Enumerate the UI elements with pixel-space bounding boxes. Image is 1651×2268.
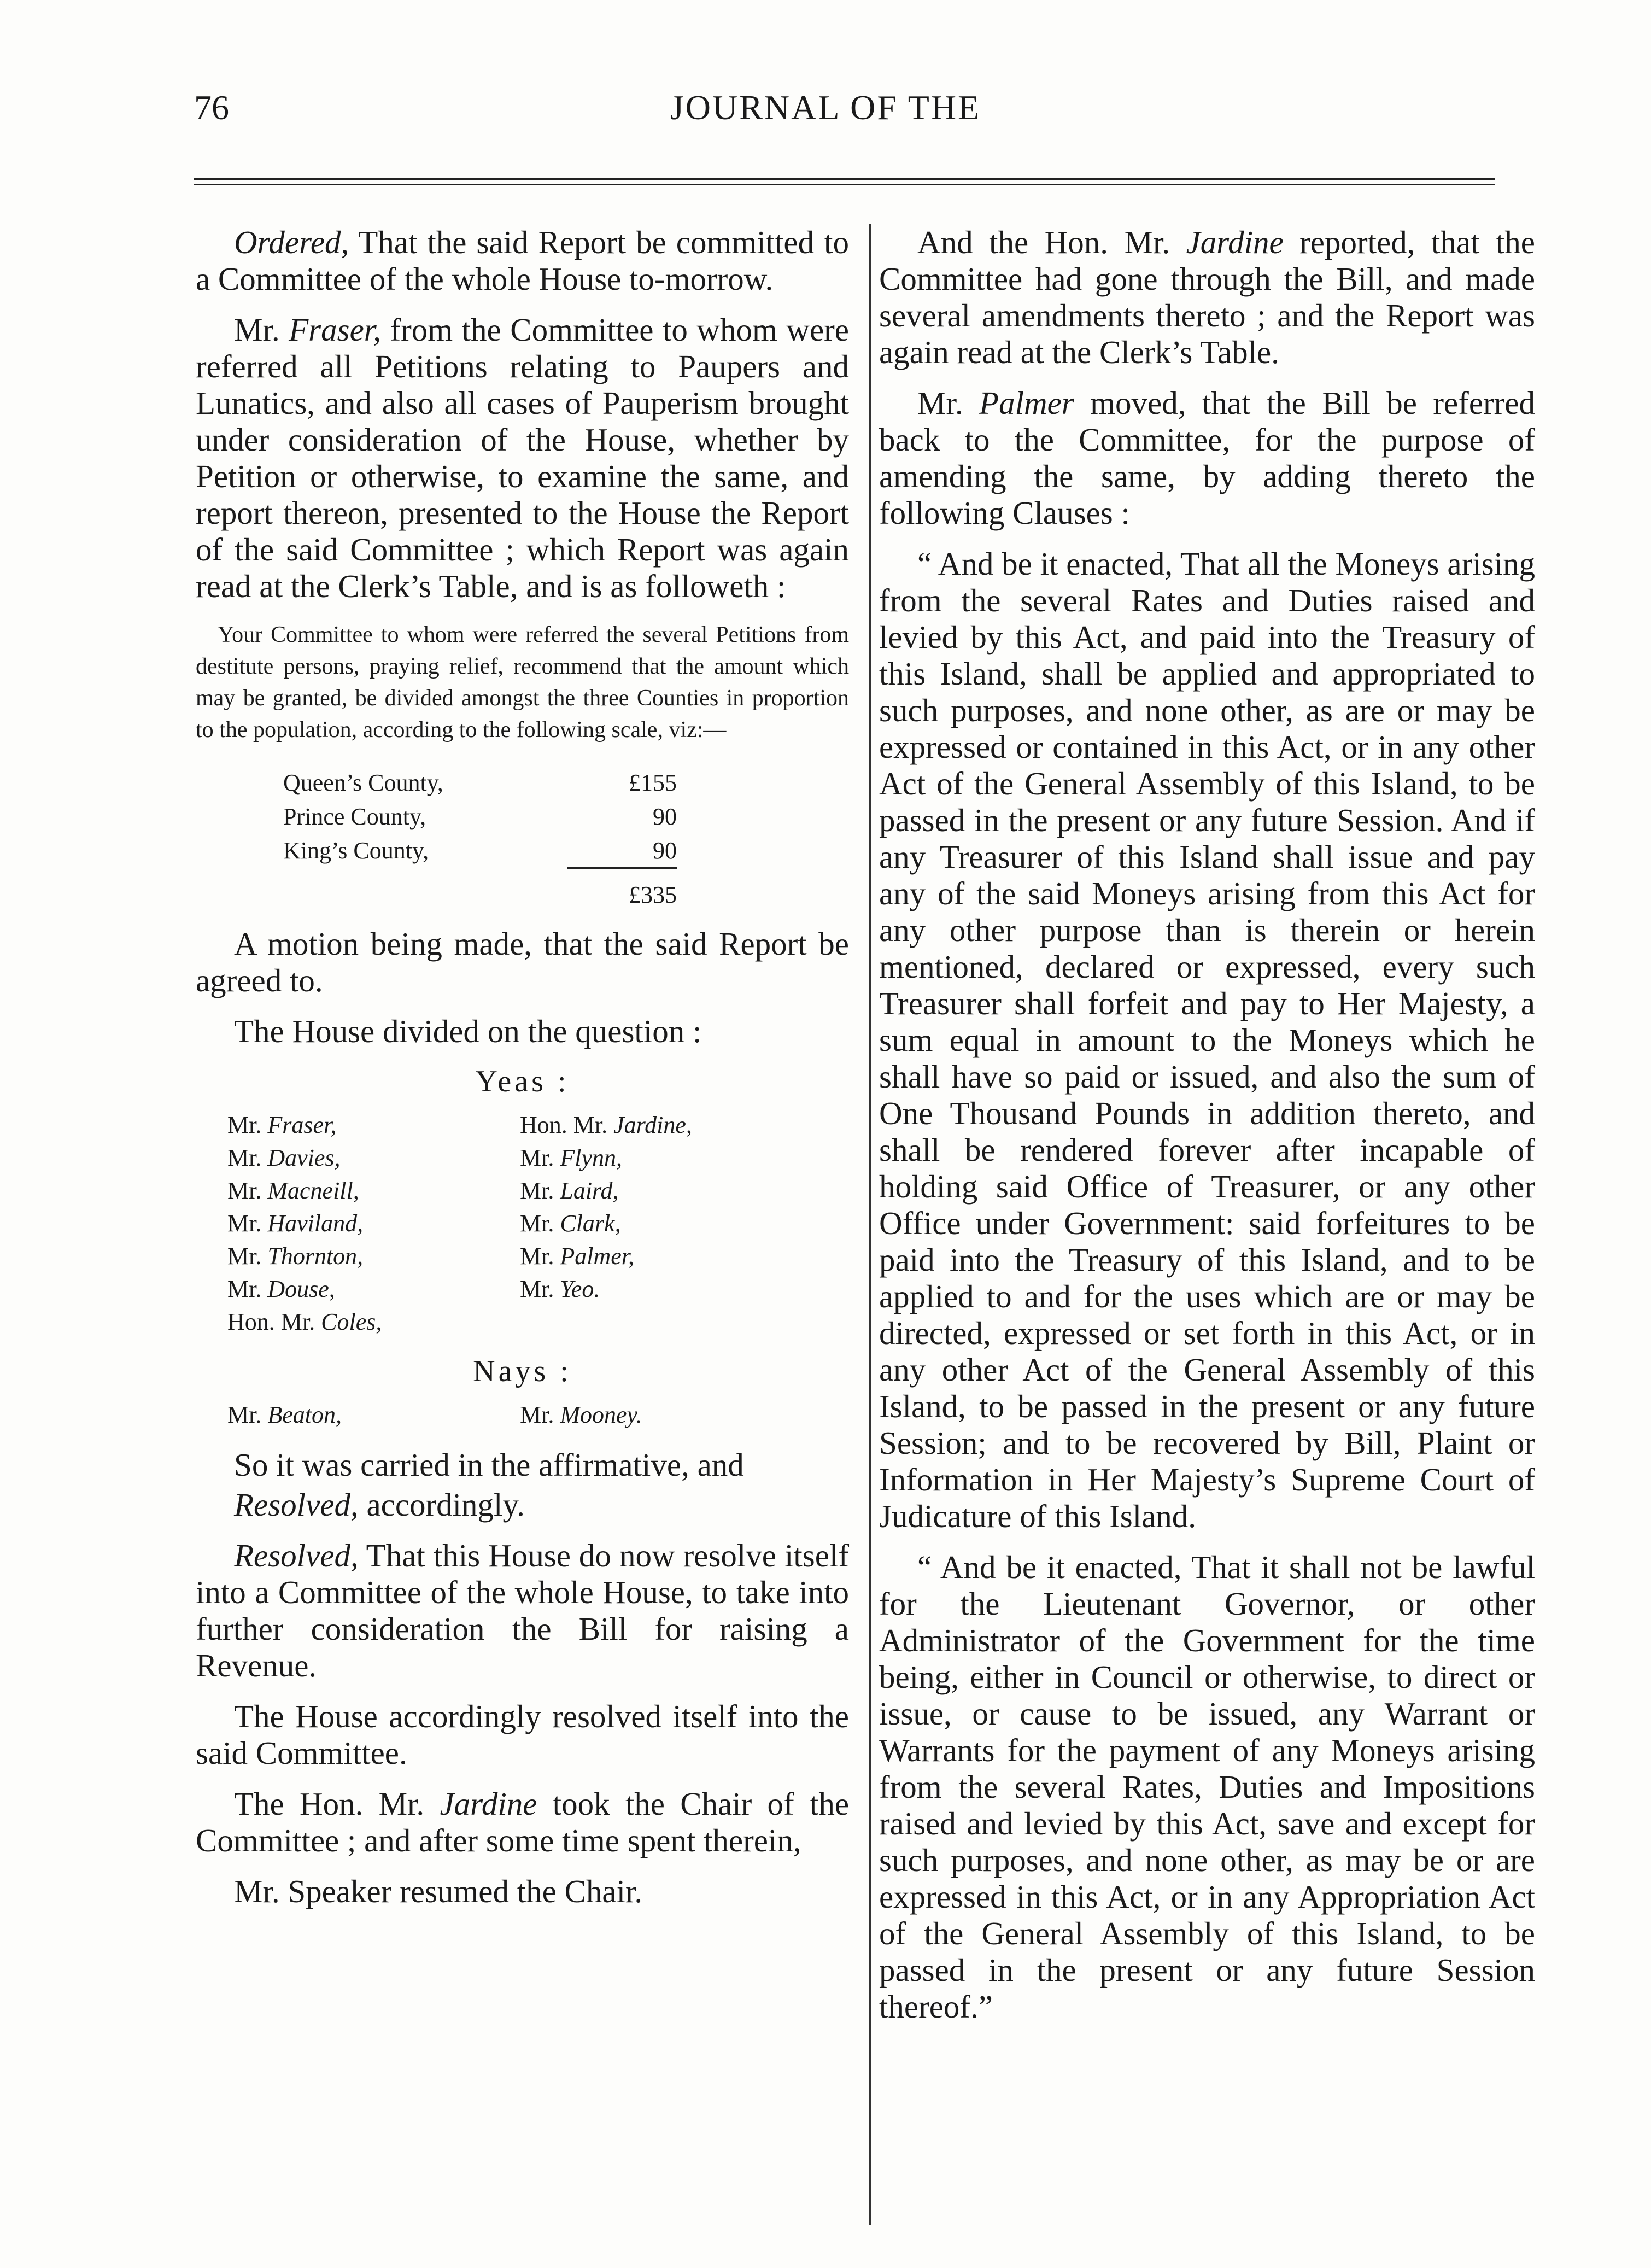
county-amount: 90 <box>653 837 677 864</box>
header-rule <box>194 178 1495 180</box>
member-name: Flynn, <box>560 1144 622 1171</box>
yeas-heading: Yeas : <box>475 1065 570 1098</box>
county-scale-table <box>283 765 677 911</box>
county-amount: 90 <box>653 803 677 830</box>
table-row <box>283 833 677 868</box>
member-name: Clark, <box>560 1210 621 1237</box>
member-name: Thornton, <box>267 1243 364 1270</box>
resolved-into-paragraph: The House accordingly resolved itself into the said Committee. <box>196 1698 849 1771</box>
clause-1: “ And be it enacted, That all the Moneys arising from the several Rates and Duties raised and levied by this Act, and paid into the Treasury of this Island, shall be applied and appropriated to such purposes, and none other, as are or may be expressed or contained in this Act, or in any other Act of the General Assembly of this Island, to be passed in the present or any future Session. And if any Treasurer of this Island shall issue and pay any of the said Moneys arising from this Act for any other purpose than is therein or herein mentioned, declared or expressed, every such Treasurer shall forfeit and pay to Her Majesty, a sum equal in amount to the Moneys which he shall have so paid or issued, and also the sum of One Thousand Pounds in addition thereto, and shall be rendered forever after incapable of holding said Office of Treasurer, or any other Office under Government: said forfeitures to be paid into the Treasury of this Island, and to be applied to and for the uses which are or may be directed, expressed or set forth in this Act, or in any other Act of the General Assembly of this Island, to be passed in the present or any future Session; and to be recovered by Bill, Plaint or Information in Her Majesty’s Supreme Court of Judicature of this Island. <box>879 546 1535 1534</box>
report-text: Your Committee to whom were referred the several Petitions from destitute persons, praying relief, recommend that the amount which may be granted, be divided amongst the three Counties in proportion to the population, according to the following scale, viz:— <box>196 622 849 743</box>
member-name: Mooney. <box>560 1401 642 1428</box>
nays-heading: Nays : <box>473 1354 572 1388</box>
table-row: Mr. Thornton, Mr. Palmer, <box>227 1243 635 1270</box>
fraser-text: from the Committee to whom were referred all Petitions relating to Paupers and Lunatics, and also all cases of Pauperism brought under consideration of the House, whether by Petition or otherwise, to examine the same, and report thereon, presented to the House the Report of the said Committee ; which Report was again read at the Clerk’s Table, and is as followeth : <box>196 312 849 604</box>
left-column <box>196 224 849 1924</box>
county-name: Queen’s County, <box>283 769 443 796</box>
divided-paragraph: The House divided on the question : <box>234 1013 702 1049</box>
running-title: JOURNAL OF THE <box>670 88 981 127</box>
county-name: Prince County, <box>283 803 426 830</box>
ordered-text: That the said Report be committed to a Committee of the whole House to-morrow. <box>196 224 849 297</box>
page-header <box>0 82 1651 131</box>
clause-2: “ And be it enacted, That it shall not be lawful for the Lieutenant Governor, or other Administrator of the Government for the time being, either in Council or otherwise, to direct or issue, or cause to be issued, any Warrant or Warrants for the payment of any Moneys arising from the several Rates, Duties and Impositions raised and levied by this Act, save and except for such purposes, and none other, as may be or are expressed in this Act, or in any Appropriation Act of the General Assembly of this Island, to be passed in the present or any future Session thereof.” <box>879 1549 1535 2025</box>
paragraph-jardine-reported: And the Hon. Mr. Jardine reported, that the Committee had gone through the Bill, and made several amendments thereto ; and the Report was again read at the Clerk’s Table. <box>879 224 1535 370</box>
table-row: Mr. Macneill, Mr. Laird, <box>227 1177 619 1204</box>
member-name: Laird, <box>560 1177 619 1204</box>
member-name: Macneill, <box>267 1177 359 1204</box>
member-name: Haviland, <box>267 1210 364 1237</box>
page-number: 76 <box>194 88 229 127</box>
paragraph-fraser-report <box>196 312 849 605</box>
table-row <box>283 765 677 799</box>
chair-paragraph: The Hon. Mr. Jardine took the Chair of the Committee ; and after some time spent therein, <box>196 1786 850 1858</box>
member-name: Davies, <box>267 1144 341 1171</box>
resolved-committee: Resolved, That this House do now resolve itself into a Committee of the whole House, to take into further consideration the Bill for raising a Revenue. <box>196 1538 849 1684</box>
member-name: Douse, <box>267 1276 335 1302</box>
paragraph-ordered <box>196 224 849 297</box>
resolved-accordingly: Resolved, accordingly. <box>234 1487 525 1523</box>
speaker-paragraph: Mr. Speaker resumed the Chair. <box>234 1873 643 1909</box>
member-name: Jardine, <box>613 1112 692 1138</box>
fraser-pre: Mr. <box>234 312 289 348</box>
total-row <box>283 868 677 912</box>
table-row <box>283 799 677 833</box>
ordered-lead: Ordered, <box>234 224 349 260</box>
table-row: Mr. Douse, Mr. Yeo. <box>227 1276 600 1302</box>
table-row: Mr. Fraser, Hon. Mr. Jardine, <box>227 1112 692 1138</box>
county-amount: £155 <box>629 769 677 796</box>
paragraph-palmer-moved: Mr. Palmer moved, that the Bill be referred back to the Committee, for the purpose of amending the same, by adding thereto the following Clauses : <box>879 385 1535 531</box>
nays-table <box>227 1401 848 1434</box>
yeas-table <box>227 1111 848 1341</box>
table-row: Mr. Davies, Mr. Flynn, <box>227 1144 622 1171</box>
motion-paragraph: A motion being made, that the said Report be agreed to. <box>196 926 849 998</box>
right-column <box>879 224 1535 2039</box>
member-name: Coles, <box>321 1308 382 1335</box>
carried-paragraph: So it was carried in the affirmative, and <box>234 1447 744 1483</box>
county-name: King’s County, <box>283 837 429 864</box>
table-row: Mr. Beaton, Mr. Mooney. <box>227 1401 642 1428</box>
scale-total: £335 <box>567 868 677 912</box>
fraser-name: Fraser, <box>289 312 381 348</box>
column-divider <box>869 224 871 2225</box>
member-name: Palmer, <box>560 1243 635 1270</box>
table-row: Hon. Mr. Coles, <box>227 1308 382 1335</box>
header-rule-thin <box>194 184 1495 185</box>
member-name: Fraser, <box>267 1112 337 1138</box>
member-name: Beaton, <box>267 1401 342 1428</box>
member-name: Yeo. <box>560 1276 600 1302</box>
table-row: Mr. Haviland, Mr. Clark, <box>227 1210 621 1237</box>
